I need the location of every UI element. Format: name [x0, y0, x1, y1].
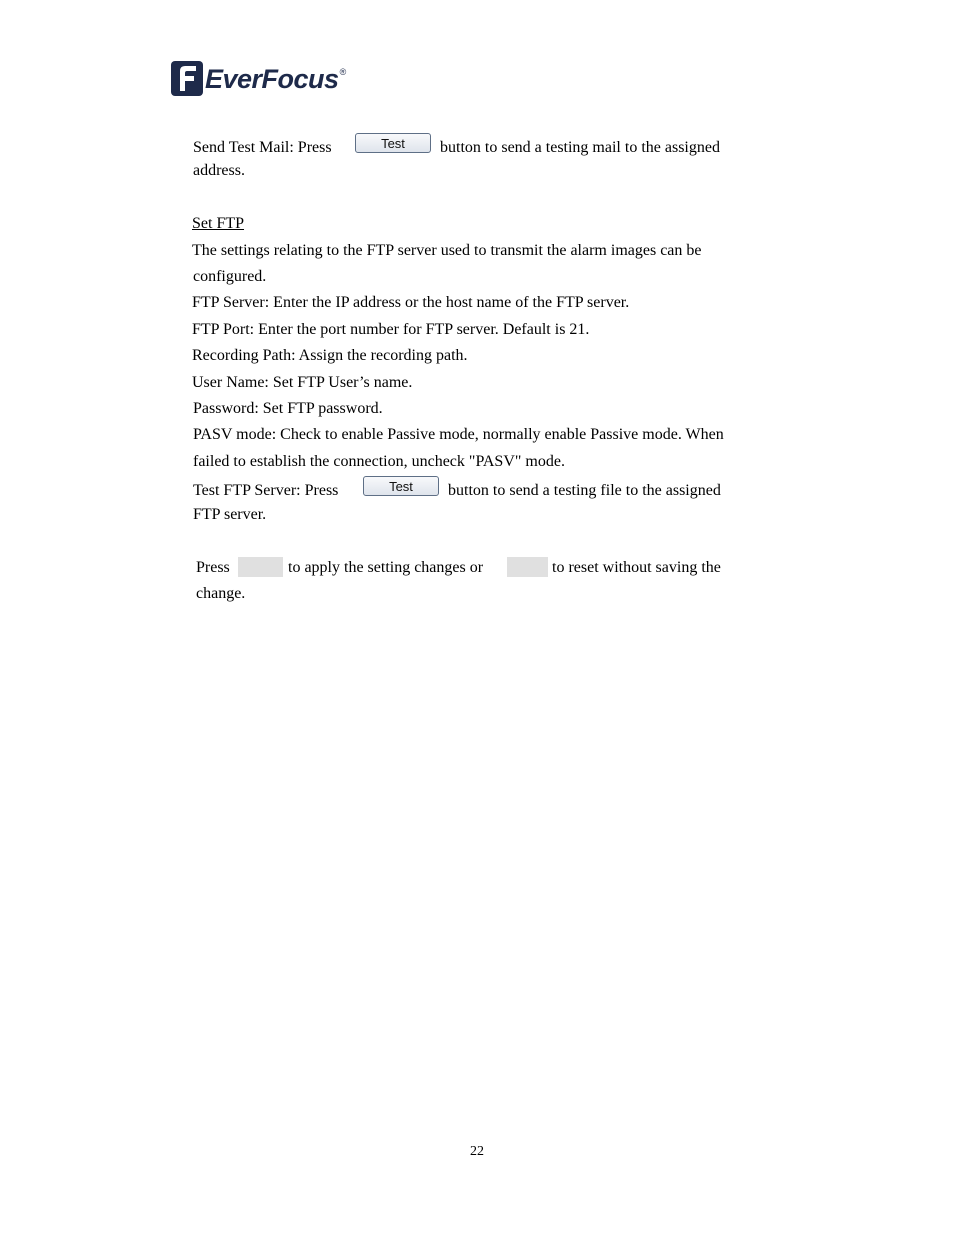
test-ftp-button[interactable]: Test — [363, 476, 439, 496]
pasv-mode-text-1: PASV mode: Check to enable Passive mode, normally enable Passive mode. When — [193, 426, 724, 443]
everfocus-logo-icon — [171, 61, 203, 96]
pasv-mode-text-2: failed to establish the connection, uncheck "PASV" mode. — [193, 453, 565, 470]
test-ftp-prefix: Test FTP Server: Press — [193, 482, 339, 499]
apply-suffix-text: to reset without saving the — [552, 559, 721, 576]
apply-middle-text: to apply the setting changes or — [288, 559, 484, 576]
set-ftp-heading: Set FTP — [192, 215, 245, 232]
password-text: Password: Set FTP password. — [193, 400, 383, 417]
page-number: 22 — [470, 1144, 484, 1159]
test-ftp-suffix: button to send a testing file to the assigned — [448, 482, 721, 499]
registered-mark: ® — [339, 67, 347, 77]
test-mail-button[interactable]: Test — [355, 133, 431, 153]
recording-path-text: Recording Path: Assign the recording path. — [192, 347, 468, 364]
set-ftp-desc-1: The settings relating to the FTP server used to transmit the alarm images can be — [192, 242, 702, 259]
reset-button-placeholder[interactable] — [507, 557, 548, 577]
send-test-mail-cont: address. — [193, 162, 245, 179]
set-ftp-desc-2: configured. — [193, 268, 267, 285]
send-test-mail-prefix: Send Test Mail: Press — [193, 139, 332, 156]
brand-name: EverFocus — [205, 64, 339, 94]
apply-button-placeholder[interactable] — [238, 557, 283, 577]
apply-press-text: Press — [196, 559, 230, 576]
send-test-mail-suffix: button to send a testing mail to the assigned — [440, 139, 720, 156]
user-name-text: User Name: Set FTP User’s name. — [192, 374, 413, 391]
test-ftp-cont: FTP server. — [193, 506, 267, 523]
ftp-server-text: FTP Server: Enter the IP address or the host name of the FTP server. — [192, 294, 630, 311]
apply-cont-text: change. — [196, 585, 246, 602]
everfocus-logo — [171, 61, 346, 97]
ftp-port-text: FTP Port: Enter the port number for FTP server. Default is 21. — [192, 321, 590, 338]
